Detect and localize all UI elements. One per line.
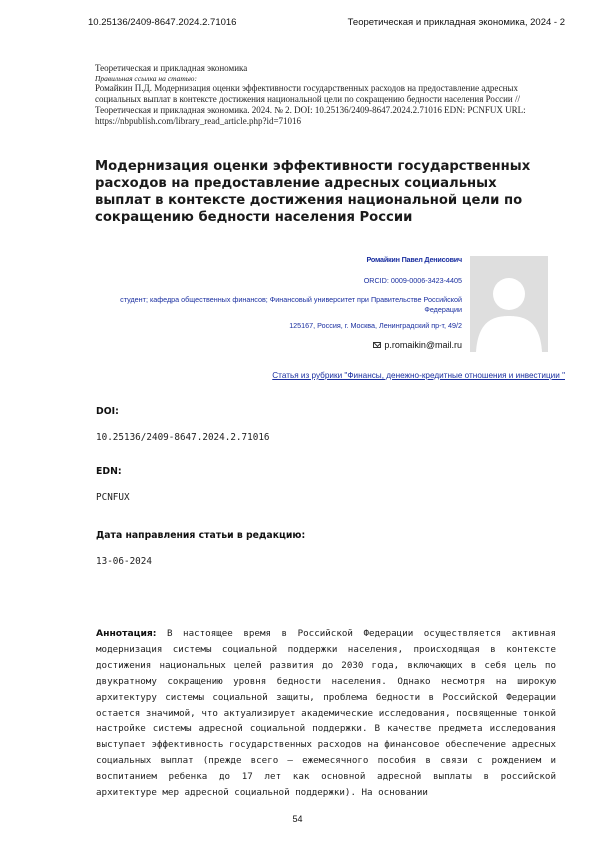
author-email-row [373,340,462,350]
edn-value: PCNFUX [96,492,130,503]
abstract-label: Аннотация: [96,628,157,639]
author-name[interactable]: Ромайкин Павел Денисович [366,255,462,264]
submission-date-label: Дата направления статьи в редакцию: [96,530,306,541]
author-orcid[interactable]: ORCID: 0009-0006-3423-4405 [363,276,462,285]
citation-journal: Теоретическая и прикладная экономика [95,63,248,73]
doi-value: 10.25136/2409-8647.2024.2.71016 [96,432,270,443]
abstract-text: В настоящее время в Российской Федерации осуществляется активная модернизация системы социальной поддержки населения, происходящая в контексте достижения национальных целей развития до 2030 года, включающих в себя цель по двукратному сокращению уровня бедности населения. Однако несмотря на широкую архитектуру системы социальной защиты, проблема бедности в Российской Федерации остается значимой, что актуализирует академические исследования, посвященные тонкой настройке системы адресной социальной поддержки. В качестве предмета исследования выступает эффективность государственных расходов на финансовое обеспечение адресных социальных выплат (прежде всего – ежемесячного пособия в связи с рождением и воспитанием ребенка до 17 лет как основной адресной выплаты в российской архитектуре мер адресной социальной поддержки). На основании [96,628,556,799]
page-number: 54 [292,814,303,824]
edn-label: EDN: [96,466,122,477]
doi-label: DOI: [96,406,119,417]
citation-ref-label: Правильная ссылка на статью: [95,74,197,83]
author-address: 125167, Россия, г. Москва, Ленинградский пр-т, 49/2 [289,321,462,330]
citation-ref-text: Ромайкин П.Д. Модернизация оценки эффективности государственных расходов на предоставление адресных социальных выплат в контексте достижения национальной цели по сокращению бедности населения России // Теоретическая и прикладная экономика. 2024. № 2. DOI: 10.25136/2409-8647.2024.2.71016 EDN: PCNFUX URL: https://nbpublish.com/library_read_article.php?id=71016 [95,83,526,126]
header-doi: 10.25136/2409-8647.2024.2.71016 [88,17,237,28]
rubric-link[interactable]: Статья из рубрики "Финансы, денежно-кредитные отношения и инвестиции " [272,371,565,380]
author-email[interactable]: p.romaikin@mail.ru [384,340,462,350]
submission-date-value: 13-06-2024 [96,556,152,567]
citation-block [95,63,560,127]
envelope-icon [373,342,381,348]
header-journal-issue: Теоретическая и прикладная экономика, 2024 - 2 [347,17,565,28]
author-affiliation: студент; кафедра общественных финансов; Финансовый университет при Правительстве Российской Федерации [120,295,462,314]
article-title: Модернизация оценки эффективности государственных расходов на предоставление адресных социальных выплат в контексте достижения национальной цели по сокращению бедности населения России [95,159,531,225]
abstract [96,626,556,801]
avatar-placeholder-icon [470,256,548,352]
